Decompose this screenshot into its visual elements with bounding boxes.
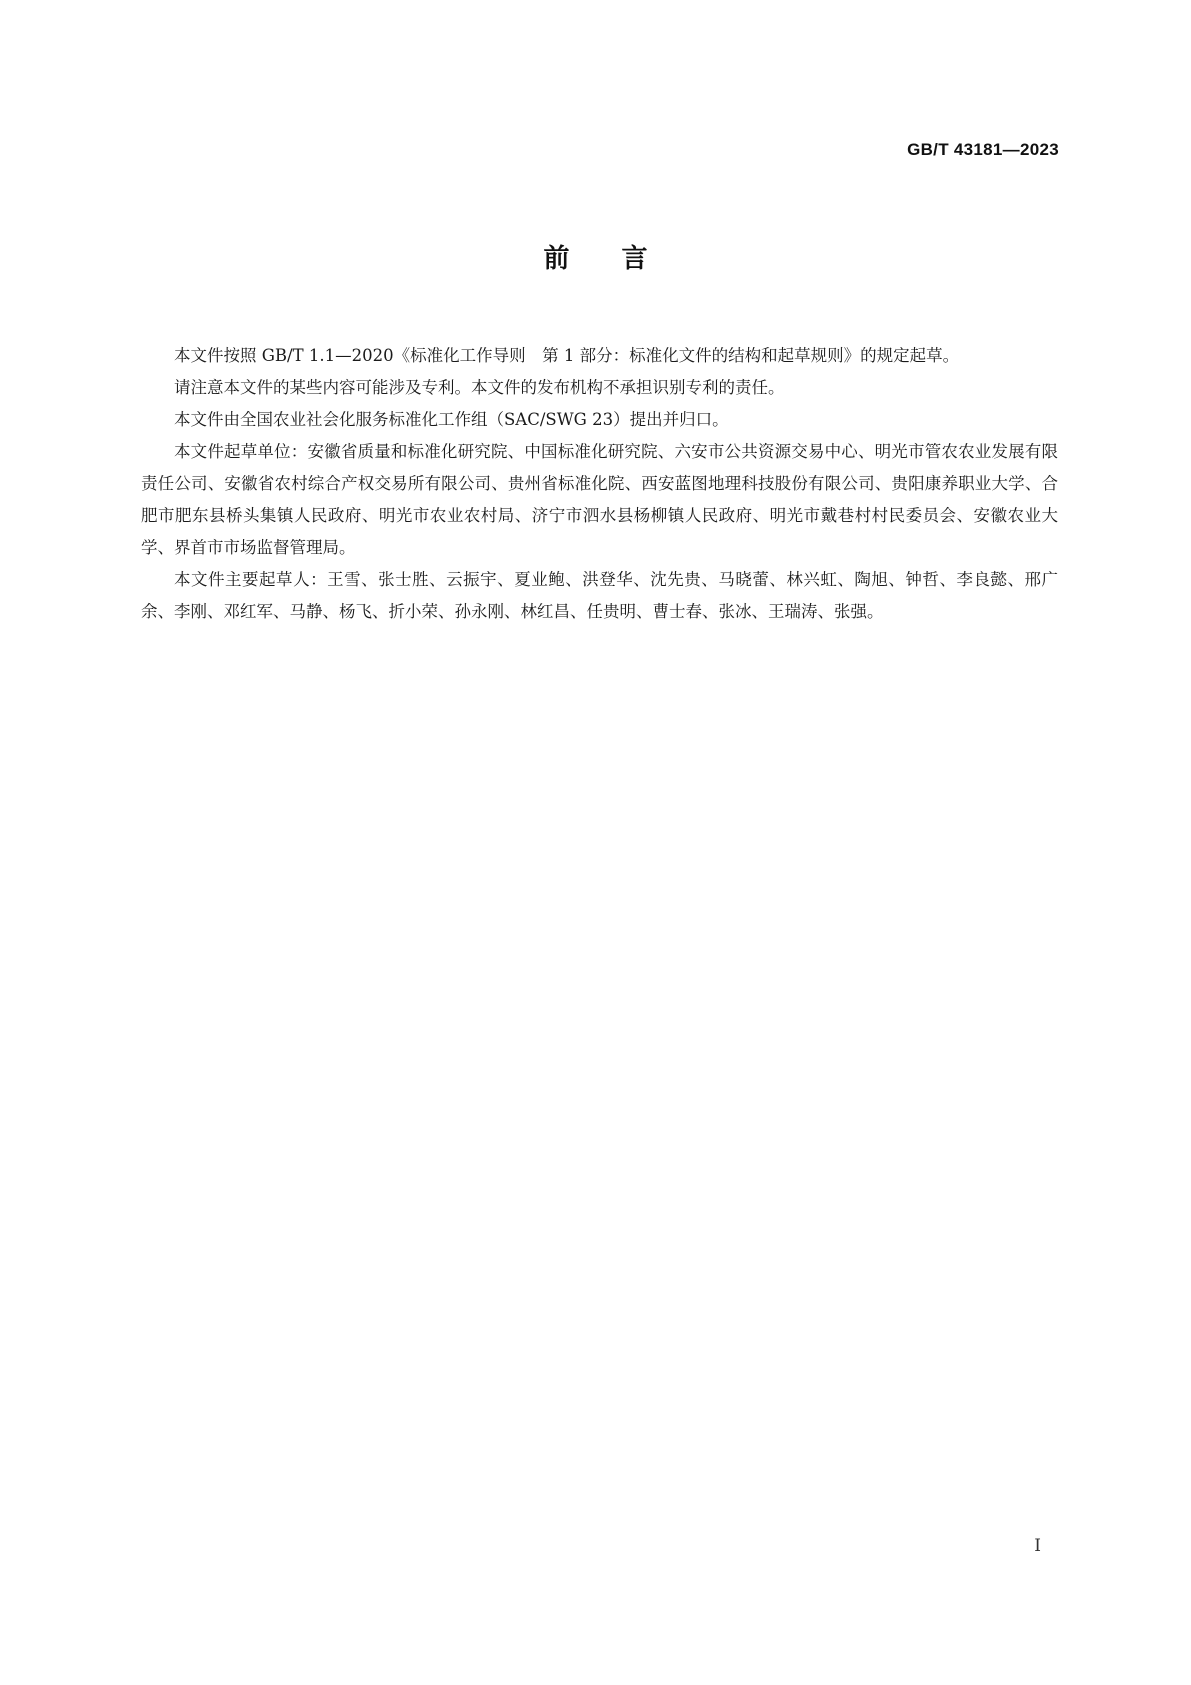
paragraph-patent-notice: 请注意本文件的某些内容可能涉及专利。本文件的发布机构不承担识别专利的责任。 — [174, 378, 785, 397]
foreword-body — [141, 340, 1058, 628]
page-title: 前言 — [543, 244, 700, 274]
standard-number: GB/T 43181—2023 — [907, 140, 1059, 159]
page-number: Ⅰ — [1034, 1536, 1041, 1556]
paragraph-proposer: 本文件由全国农业社会化服务标准化工作组（SAC/SWG 23）提出并归口。 — [174, 410, 729, 429]
paragraph-drafting-rules: 本文件按照 GB/T 1.1—2020《标准化工作导则 第 1 部分：标准化文件的结构和起草规则》的规定起草。 — [174, 346, 960, 365]
paragraph-drafters: 本文件主要起草人：王雪、张士胜、云振宇、夏业鲍、洪登华、沈先贵、马晓蕾、林兴虹、陶旭、钟哲、李良懿、邢广余、李刚、邓红军、马静、杨飞、折小荣、孙永刚、林红昌、任贵明、曹士春、张冰、王瑞涛、张强。 — [141, 570, 1058, 621]
paragraph-drafting-organizations: 本文件起草单位：安徽省质量和标准化研究院、中国标准化研究院、六安市公共资源交易中心、明光市管农农业发展有限责任公司、安徽省农村综合产权交易所有限公司、贵州省标准化院、西安蓝图地理科技股份有限公司、贵阳康养职业大学、合肥市肥东县桥头集镇人民政府、明光市农业农村局、济宁市泗水县杨柳镇人民政府、明光市戴巷村村民委员会、安徽农业大学、界首市市场监督管理局。 — [141, 442, 1058, 557]
